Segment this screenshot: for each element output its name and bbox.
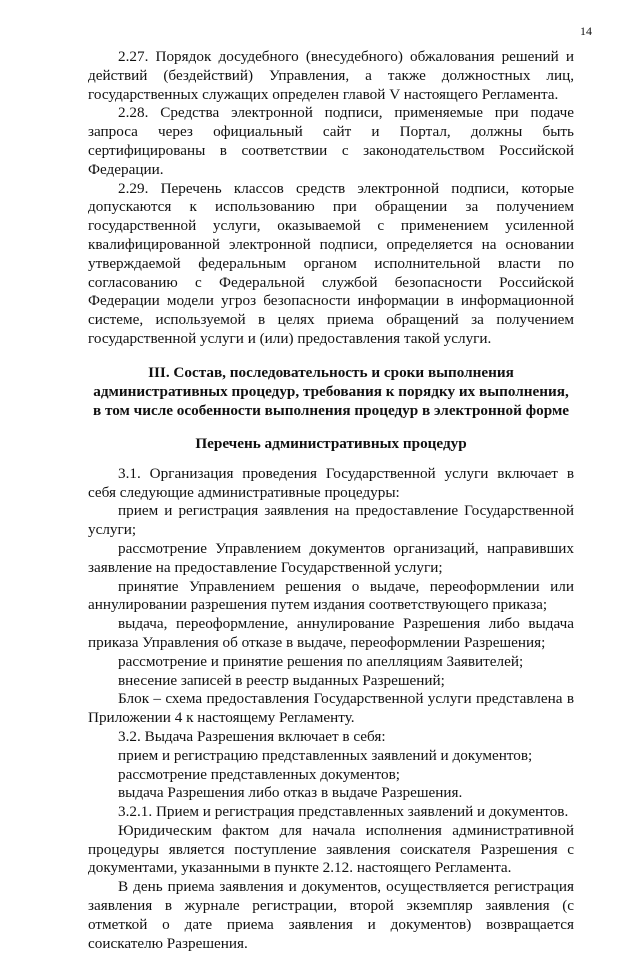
list-item: рассмотрение и принятие решения по апелляциям Заявителей; [118, 652, 524, 670]
paragraph-legal-fact: Юридическим фактом для начала исполнения административной процедуры является поступление заявления соискателя Разрешения с документами, указанными в пункте 2.12. настоящего Регламента. [88, 821, 574, 877]
sub-heading-procedures-list: Перечень административных процедур [195, 434, 467, 452]
paragraph-registration-day: В день приема заявления и документов, осуществляется регистрация заявления в журнале регистрации, второй экземпляр заявления (с отметкой о дате приема заявления и документов) возвращается соискателю Разрешения. [88, 878, 574, 952]
paragraph-2-29: 2.29. Перечень классов средств электронной подписи, которые допускаются к использованию при обращении за получением государственной услуги, оказываемой с применением усиленной квалифицированной электронной подписи, определяется на основании утверждаемой федеральным органом исполнительной власти по согласованию с Федеральной службой безопасности Российской Федерации модели угроз безопасности информации в информационной системе, используемой в целях приема обращений за получением государственной услуги и (или) предоставления такой услуги. [88, 179, 574, 347]
paragraph-3-1: 3.1. Организация проведения Государственной услуги включает в себя следующие административные процедуры: [88, 464, 574, 501]
list-item: прием и регистрация заявления на предоставление Государственной услуги; [88, 502, 574, 539]
paragraph-3-2: 3.2. Выдача Разрешения включает в себя: [118, 727, 386, 745]
list-item: рассмотрение Управлением документов организаций, направивших заявление на предоставление Государственной услуги; [88, 539, 574, 576]
paragraph-2-27: 2.27. Порядок досудебного (внесудебного) обжалования решений и действий (бездействий) Управления, а также должностных лиц, государственных служащих определен главой V настоящего Регламента. [88, 48, 574, 103]
paragraph-block-scheme: Блок – схема предоставления Государственной услуги представлена в Приложении 4 к настоящему Регламенту. [88, 690, 574, 727]
list-item: внесение записей в реестр выданных Разрешений; [118, 671, 445, 689]
list-item: выдача, переоформление, аннулирование Разрешения либо выдача приказа Управления об отказе в выдаче, переоформлении Разрешения; [88, 615, 574, 651]
list-item: выдача Разрешения либо отказ в выдаче Разрешения. [118, 784, 463, 802]
list-item: прием и регистрацию представленных заявлений и документов; [118, 746, 533, 764]
paragraph-3-2-1: 3.2.1. Прием и регистрация представленных заявлений и документов. [118, 803, 569, 821]
page-number: 14 [580, 24, 592, 38]
list-item: принятие Управлением решения о выдаче, переоформлении или аннулировании разрешения путем издания соответствующего приказа; [88, 577, 574, 614]
section-heading-iii: III. Состав, последовательность и сроки выполнения административных процедур, требования к порядку их выполнения, в том числе особенности выполнения процедур в электронной форме [92, 363, 570, 419]
paragraph-2-28: 2.28. Средства электронной подписи, применяемые при подаче запроса через официальный сайт и Портал, должны быть сертифицированы в соответствии с законодательством Российской Федерации. [88, 104, 574, 178]
list-item: рассмотрение представленных документов; [118, 765, 400, 783]
